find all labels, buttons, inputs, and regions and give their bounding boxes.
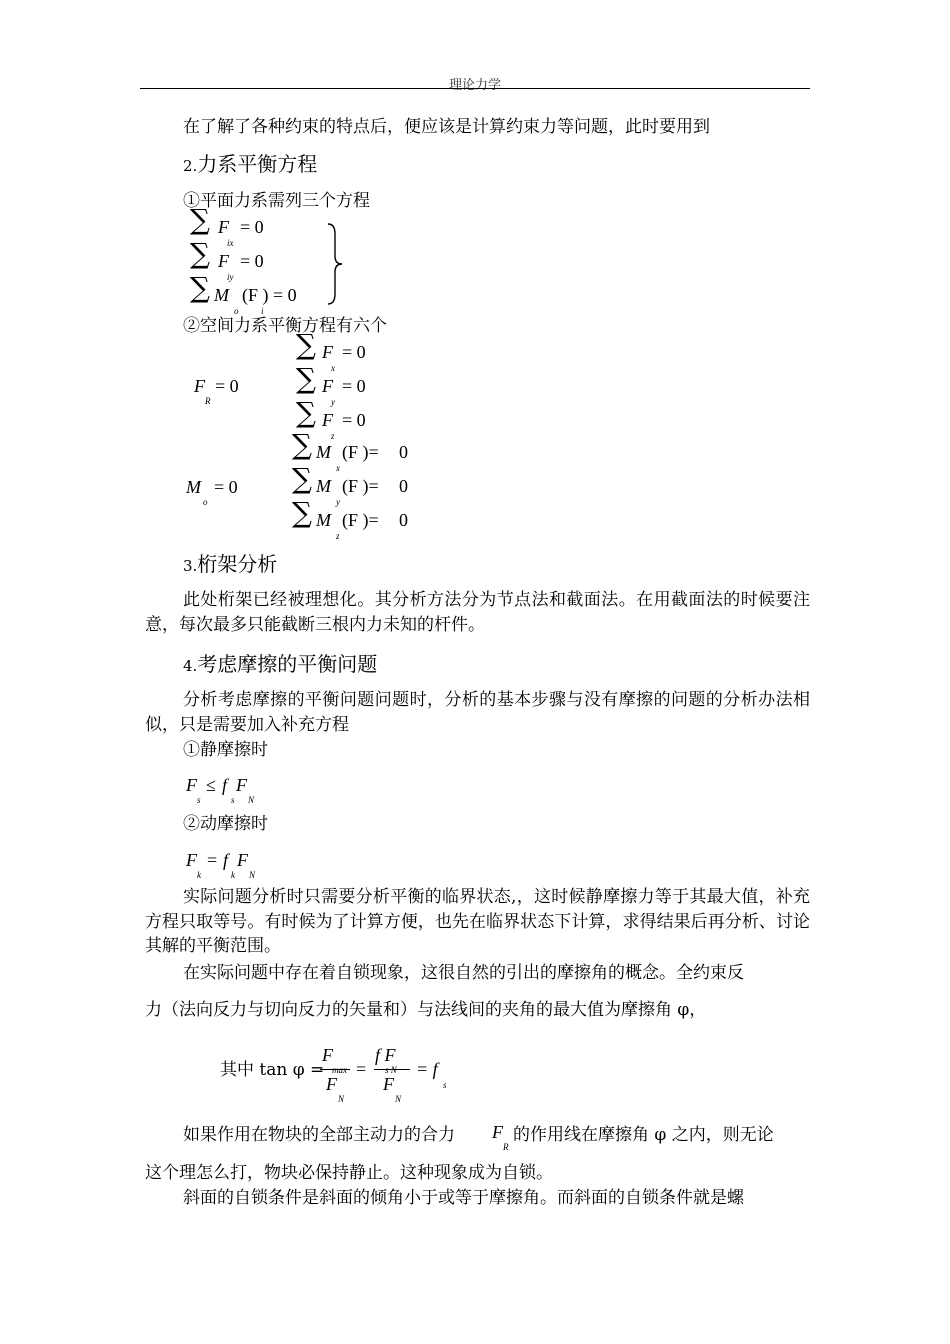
tan-num1-sub: max xyxy=(332,1065,347,1075)
tan-eq-sign: = xyxy=(356,1059,367,1079)
intro-paragraph: 在了解了各种约束的特点后，便应该是计算约束力等问题，此时要用到 xyxy=(183,117,710,137)
tan-prefix: 其中 tan φ = xyxy=(220,1060,325,1080)
eq3-sub-o: o xyxy=(234,306,239,316)
sum-symbol: ∑ xyxy=(296,328,316,361)
section-3-heading xyxy=(183,548,277,577)
my-arg: (F )= xyxy=(342,476,379,496)
friction-paragraph: 分析考虑摩擦的平衡问题问题时，分析的基本步骤与没有摩擦的问题的分析办法相似，只是需要加入补充方程 xyxy=(145,690,810,735)
mx-rhs: 0 xyxy=(399,442,408,462)
resultant-fr: F xyxy=(492,1122,503,1142)
kinetic-F: F xyxy=(237,850,248,870)
sum-symbol: ∑ xyxy=(190,203,210,236)
fr-sub: R xyxy=(205,396,211,406)
resultant-line-1b: 的作用线在摩擦角 φ 之内，则无论 xyxy=(513,1125,774,1145)
sum-symbol: ∑ xyxy=(296,396,316,429)
sum-symbol: ∑ xyxy=(190,271,210,304)
tan-rhs: = f xyxy=(416,1059,438,1079)
kinetic-sub-k2: k xyxy=(231,870,235,880)
selflock-line-2: 力（法向反力与切向反力的矢量和）与法线间的夹角的最大值为摩擦角 φ， xyxy=(145,1000,707,1020)
right-brace-icon xyxy=(326,222,344,306)
section-4-title: 考虑摩擦的平衡问题 xyxy=(197,652,378,676)
fy-var: F xyxy=(322,376,333,396)
analysis-paragraph: 实际问题分析时只需要分析平衡的临界状态,，这时候静摩擦力等于其最大值，补充方程只取等号。有时候为了计算方便，也先在临界状态下计算，求得结果后再分析、讨论其解的平衡范围。 xyxy=(145,887,810,956)
header-rule xyxy=(140,88,810,89)
fy-sub: y xyxy=(331,397,335,407)
fr-var: F xyxy=(194,376,205,396)
fx-rhs: = 0 xyxy=(342,342,366,362)
kinetic-f: f xyxy=(223,850,229,870)
my-var: M xyxy=(316,476,331,496)
selflock-line-1: 在实际问题中存在着自锁现象，这很自然的引出的摩擦角的概念。全约束反 xyxy=(183,963,744,983)
eq3-arg: (F ) = 0 xyxy=(242,285,297,305)
resultant-line-2: 这个理怎么打，物块必保持静止。这种现象成为自锁。 xyxy=(145,1163,553,1183)
mz-rhs: 0 xyxy=(399,510,408,530)
fz-rhs: = 0 xyxy=(342,410,366,430)
eq1-sub: ix xyxy=(227,238,234,248)
tan-num2: f F xyxy=(375,1045,396,1065)
fraction-bar xyxy=(374,1069,410,1070)
mz-sub: z xyxy=(336,531,340,541)
tan-den2-sub: N xyxy=(395,1094,402,1104)
tan-den2: F xyxy=(383,1074,394,1094)
kinetic-sub-k: k xyxy=(197,870,201,880)
resultant-line-1a: 如果作用在物块的全部主动力的合力 xyxy=(183,1125,455,1145)
mo-sub: o xyxy=(203,497,208,507)
section-3-title: 桁架分析 xyxy=(197,552,278,576)
eq2-rhs: = 0 xyxy=(240,251,264,271)
fx-var: F xyxy=(322,342,333,362)
section-4-heading xyxy=(183,648,377,677)
static-f: f xyxy=(222,775,228,795)
eq1-rhs: = 0 xyxy=(240,217,264,237)
static-sub-s2: s xyxy=(231,795,235,805)
kinetic-sub-n: N xyxy=(249,870,256,880)
kinetic-label: ②动摩擦时 xyxy=(183,814,268,834)
mo-rhs: = 0 xyxy=(214,477,238,497)
static-sub-s: s xyxy=(197,795,201,805)
fz-var: F xyxy=(322,410,333,430)
eq1-var: F xyxy=(218,217,229,237)
planar-label: ①平面力系需列三个方程 xyxy=(183,191,370,211)
section-4-number: 4. xyxy=(183,657,198,675)
eq2-sub: iy xyxy=(227,272,234,282)
eq2-var: F xyxy=(218,251,229,271)
spatial-label: ②空间力系平衡方程有六个 xyxy=(183,316,387,336)
fr-rhs: = 0 xyxy=(215,376,239,396)
static-sub-n: N xyxy=(248,795,255,805)
page-header: 理论力学 xyxy=(448,78,501,93)
mz-arg: (F )= xyxy=(342,510,379,530)
my-rhs: 0 xyxy=(399,476,408,496)
eq3-sub-i: i xyxy=(261,306,264,316)
tan-num1: F xyxy=(322,1045,333,1065)
section-2-heading xyxy=(183,148,317,177)
fx-sub: x xyxy=(331,363,335,373)
static-label: ①静摩擦时 xyxy=(183,740,268,760)
section-2-title: 力系平衡方程 xyxy=(197,152,318,176)
my-sub: y xyxy=(336,497,340,507)
static-op: ≤ xyxy=(206,775,216,795)
incline-paragraph: 斜面的自锁条件是斜面的倾角小于或等于摩擦角。而斜面的自锁条件就是螺 xyxy=(183,1188,744,1208)
sum-symbol: ∑ xyxy=(292,462,312,495)
mx-var: M xyxy=(316,442,331,462)
tan-den1: F xyxy=(326,1074,337,1094)
section-3-number: 3. xyxy=(183,557,198,575)
sum-symbol: ∑ xyxy=(190,237,210,270)
sum-symbol: ∑ xyxy=(292,496,312,529)
eq3-var: M xyxy=(214,285,229,305)
truss-paragraph: 此处桁架已经被理想化。其分析方法分为节点法和截面法。在用截面法的时候要注意，每次最多只能截断三根内力未知的杆件。 xyxy=(145,590,810,635)
kinetic-op: = xyxy=(207,850,218,870)
resultant-fr-sub: R xyxy=(503,1142,509,1152)
section-2-number: 2. xyxy=(183,157,198,175)
mx-sub: x xyxy=(336,463,340,473)
mx-arg: (F )= xyxy=(342,442,379,462)
static-F: F xyxy=(236,775,247,795)
fraction-bar xyxy=(320,1069,350,1070)
fz-sub: z xyxy=(331,431,335,441)
mz-var: M xyxy=(316,510,331,530)
fy-rhs: = 0 xyxy=(342,376,366,396)
sum-symbol: ∑ xyxy=(296,362,316,395)
static-lhs: F xyxy=(186,775,197,795)
kinetic-lhs: F xyxy=(186,850,197,870)
tan-rhs-sub: s xyxy=(443,1080,447,1090)
tan-den1-sub: N xyxy=(338,1094,345,1104)
mo-var: M xyxy=(186,477,201,497)
tan-num2-sub: s N xyxy=(385,1065,397,1075)
sum-symbol: ∑ xyxy=(292,428,312,461)
